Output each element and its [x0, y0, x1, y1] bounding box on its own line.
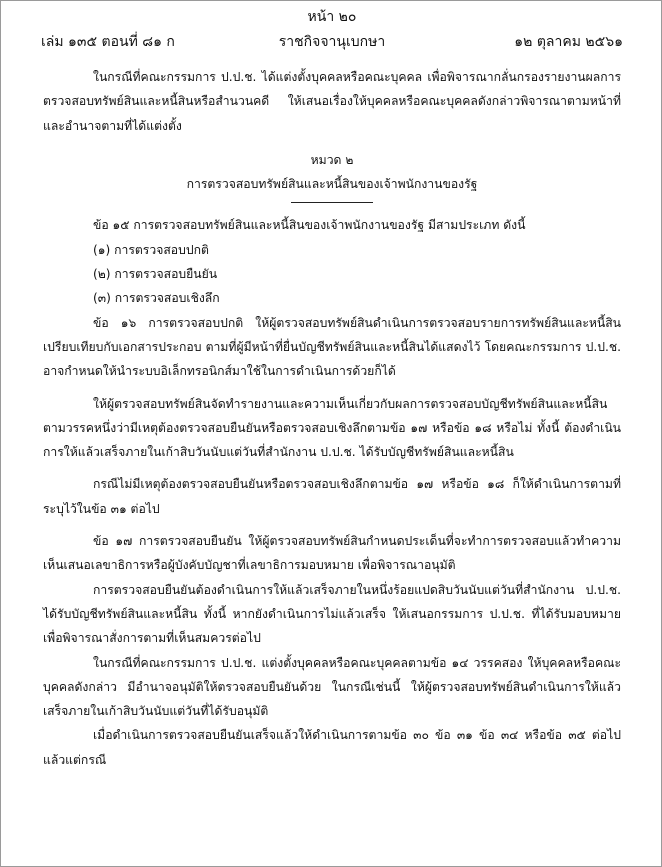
- intro-paragraph: ในกรณีที่คณะกรรมการ ป.ป.ช. ได้แต่งตั้งบุคคลหรือคณะบุคคล เพื่อพิจารณากลั่นกรองรายงานผลการตรวจสอบทรัพย์สินและหนี้สินหรือสำนวนคดี ให้เสนอเรื่องให้บุคคลหรือคณะบุคคลดังกล่าวพิจารณาตามหน้าที่และอำนาจตามที่ได้แต่งตั้ง: [43, 70, 621, 133]
- chapter-number: หมวด ๒: [310, 152, 354, 167]
- chapter-title: การตรวจสอบทรัพย์สินและหนี้สินของเจ้าพนักงานของรัฐ: [186, 177, 478, 192]
- running-header: [1, 31, 662, 53]
- section-17-para-2: การตรวจสอบยืนยันต้องดำเนินการให้แล้วเสร็จภายในหนึ่งร้อยแปดสิบวันนับแต่วันที่สำนักงาน ป.ป.ช. ได้รับบัญชีทรัพย์สินและหนี้สิน ทั้งนี้ หากยังดำเนินการไม่แล้วเสร็จ ให้เสนอกรรมการ ป.ป.ช. ที่ได้รับมอบหมายเพื่อพิจารณาสั่งการตามที่เห็นสมควรต่อไป: [43, 582, 621, 646]
- section-17-para-3: ในกรณีที่คณะกรรมการ ป.ป.ช. แต่งตั้งบุคคลหรือคณะบุคคลตามข้อ ๑๔ วรรคสอง ให้บุคคลหรือคณะบุคคลดังกล่าว มีอำนาจอนุมัติให้ตรวจสอบยืนยันด้วย ในกรณีเช่นนี้ ให้ผู้ตรวจสอบทรัพย์สินดำเนินการให้แล้วเสร็จภายในเก้าสิบวันนับแต่วันที่ได้รับอนุมัติ: [43, 655, 621, 719]
- section-17-para-4: เมื่อดำเนินการตรวจสอบยืนยันเสร็จแล้วให้ดำเนินการตามข้อ ๓๐ ข้อ ๓๑ ข้อ ๓๔ หรือข้อ ๓๕ ต่อไป แล้วแต่กรณี: [43, 728, 621, 767]
- list-item: (๓) การตรวจสอบเชิงลึก: [93, 291, 220, 306]
- document-body: [43, 65, 621, 772]
- list-item: (๑) การตรวจสอบปกติ: [93, 242, 209, 257]
- section-16-para-1: ข้อ ๑๖ การตรวจสอบปกติ ให้ผู้ตรวจสอบทรัพย์สินดำเนินการตรวจสอบรายการทรัพย์สินและหนี้สินเปรียบเทียบกับเอกสารประกอบ ตามที่ผู้มีหน้าที่ยื่นบัญชีทรัพย์สินและหนี้สินได้แสดงไว้ โดยคณะกรรมการ ป.ป.ช. อาจกำหนดให้นำระบบอิเล็กทรอนิกส์มาใช้ในการดำเนินการด้วยก็ได้: [43, 315, 621, 379]
- section-17-para-1: ข้อ ๑๗ การตรวจสอบยืนยัน ให้ผู้ตรวจสอบทรัพย์สินกำหนดประเด็นที่จะทำการตรวจสอบแล้วทำความเห็นเสนอเลขาธิการหรือผู้บังคับบัญชาที่เลขาธิการมอบหมาย เพื่อพิจารณาอนุมัติ: [43, 534, 621, 573]
- chapter-divider: [291, 202, 373, 203]
- section-16-para-2: ให้ผู้ตรวจสอบทรัพย์สินจัดทำรายงานและความเห็นเกี่ยวกับผลการตรวจสอบบัญชีทรัพย์สินและหนี้สินตามวรรคหนึ่งว่ามีเหตุต้องตรวจสอบยืนยันหรือตรวจสอบเชิงลึกตามข้อ ๑๗ หรือข้อ ๑๘ หรือไม่ ทั้งนี้ ต้องดำเนินการให้แล้วเสร็จภายในเก้าสิบวันนับแต่วันที่สำนักงาน ป.ป.ช. ได้รับบัญชีทรัพย์สินและหนี้สิน: [43, 396, 621, 460]
- page-number: หน้า ๒๐: [307, 9, 357, 25]
- gazette-name: ราชกิจจานุเบกษา: [278, 34, 386, 50]
- publication-date: ๑๒ ตุลาคม ๒๕๖๑: [514, 34, 623, 50]
- spacer: [43, 138, 621, 148]
- section-15: ข้อ ๑๕ การตรวจสอบทรัพย์สินและหนี้สินของเจ้าพนักงานของรัฐ มีสามประเภท ดังนี้: [93, 218, 526, 233]
- volume-issue: เล่ม ๑๓๕ ตอนที่ ๘๑ ก: [41, 34, 175, 50]
- list-item: (๒) การตรวจสอบยืนยัน: [93, 267, 218, 282]
- section-16-para-3: กรณีไม่มีเหตุต้องตรวจสอบยืนยันหรือตรวจสอบเชิงลึกตามข้อ ๑๗ หรือข้อ ๑๘ ก็ให้ดำเนินการตามที่ระบุไว้ในข้อ ๓๑ ต่อไป: [43, 477, 621, 516]
